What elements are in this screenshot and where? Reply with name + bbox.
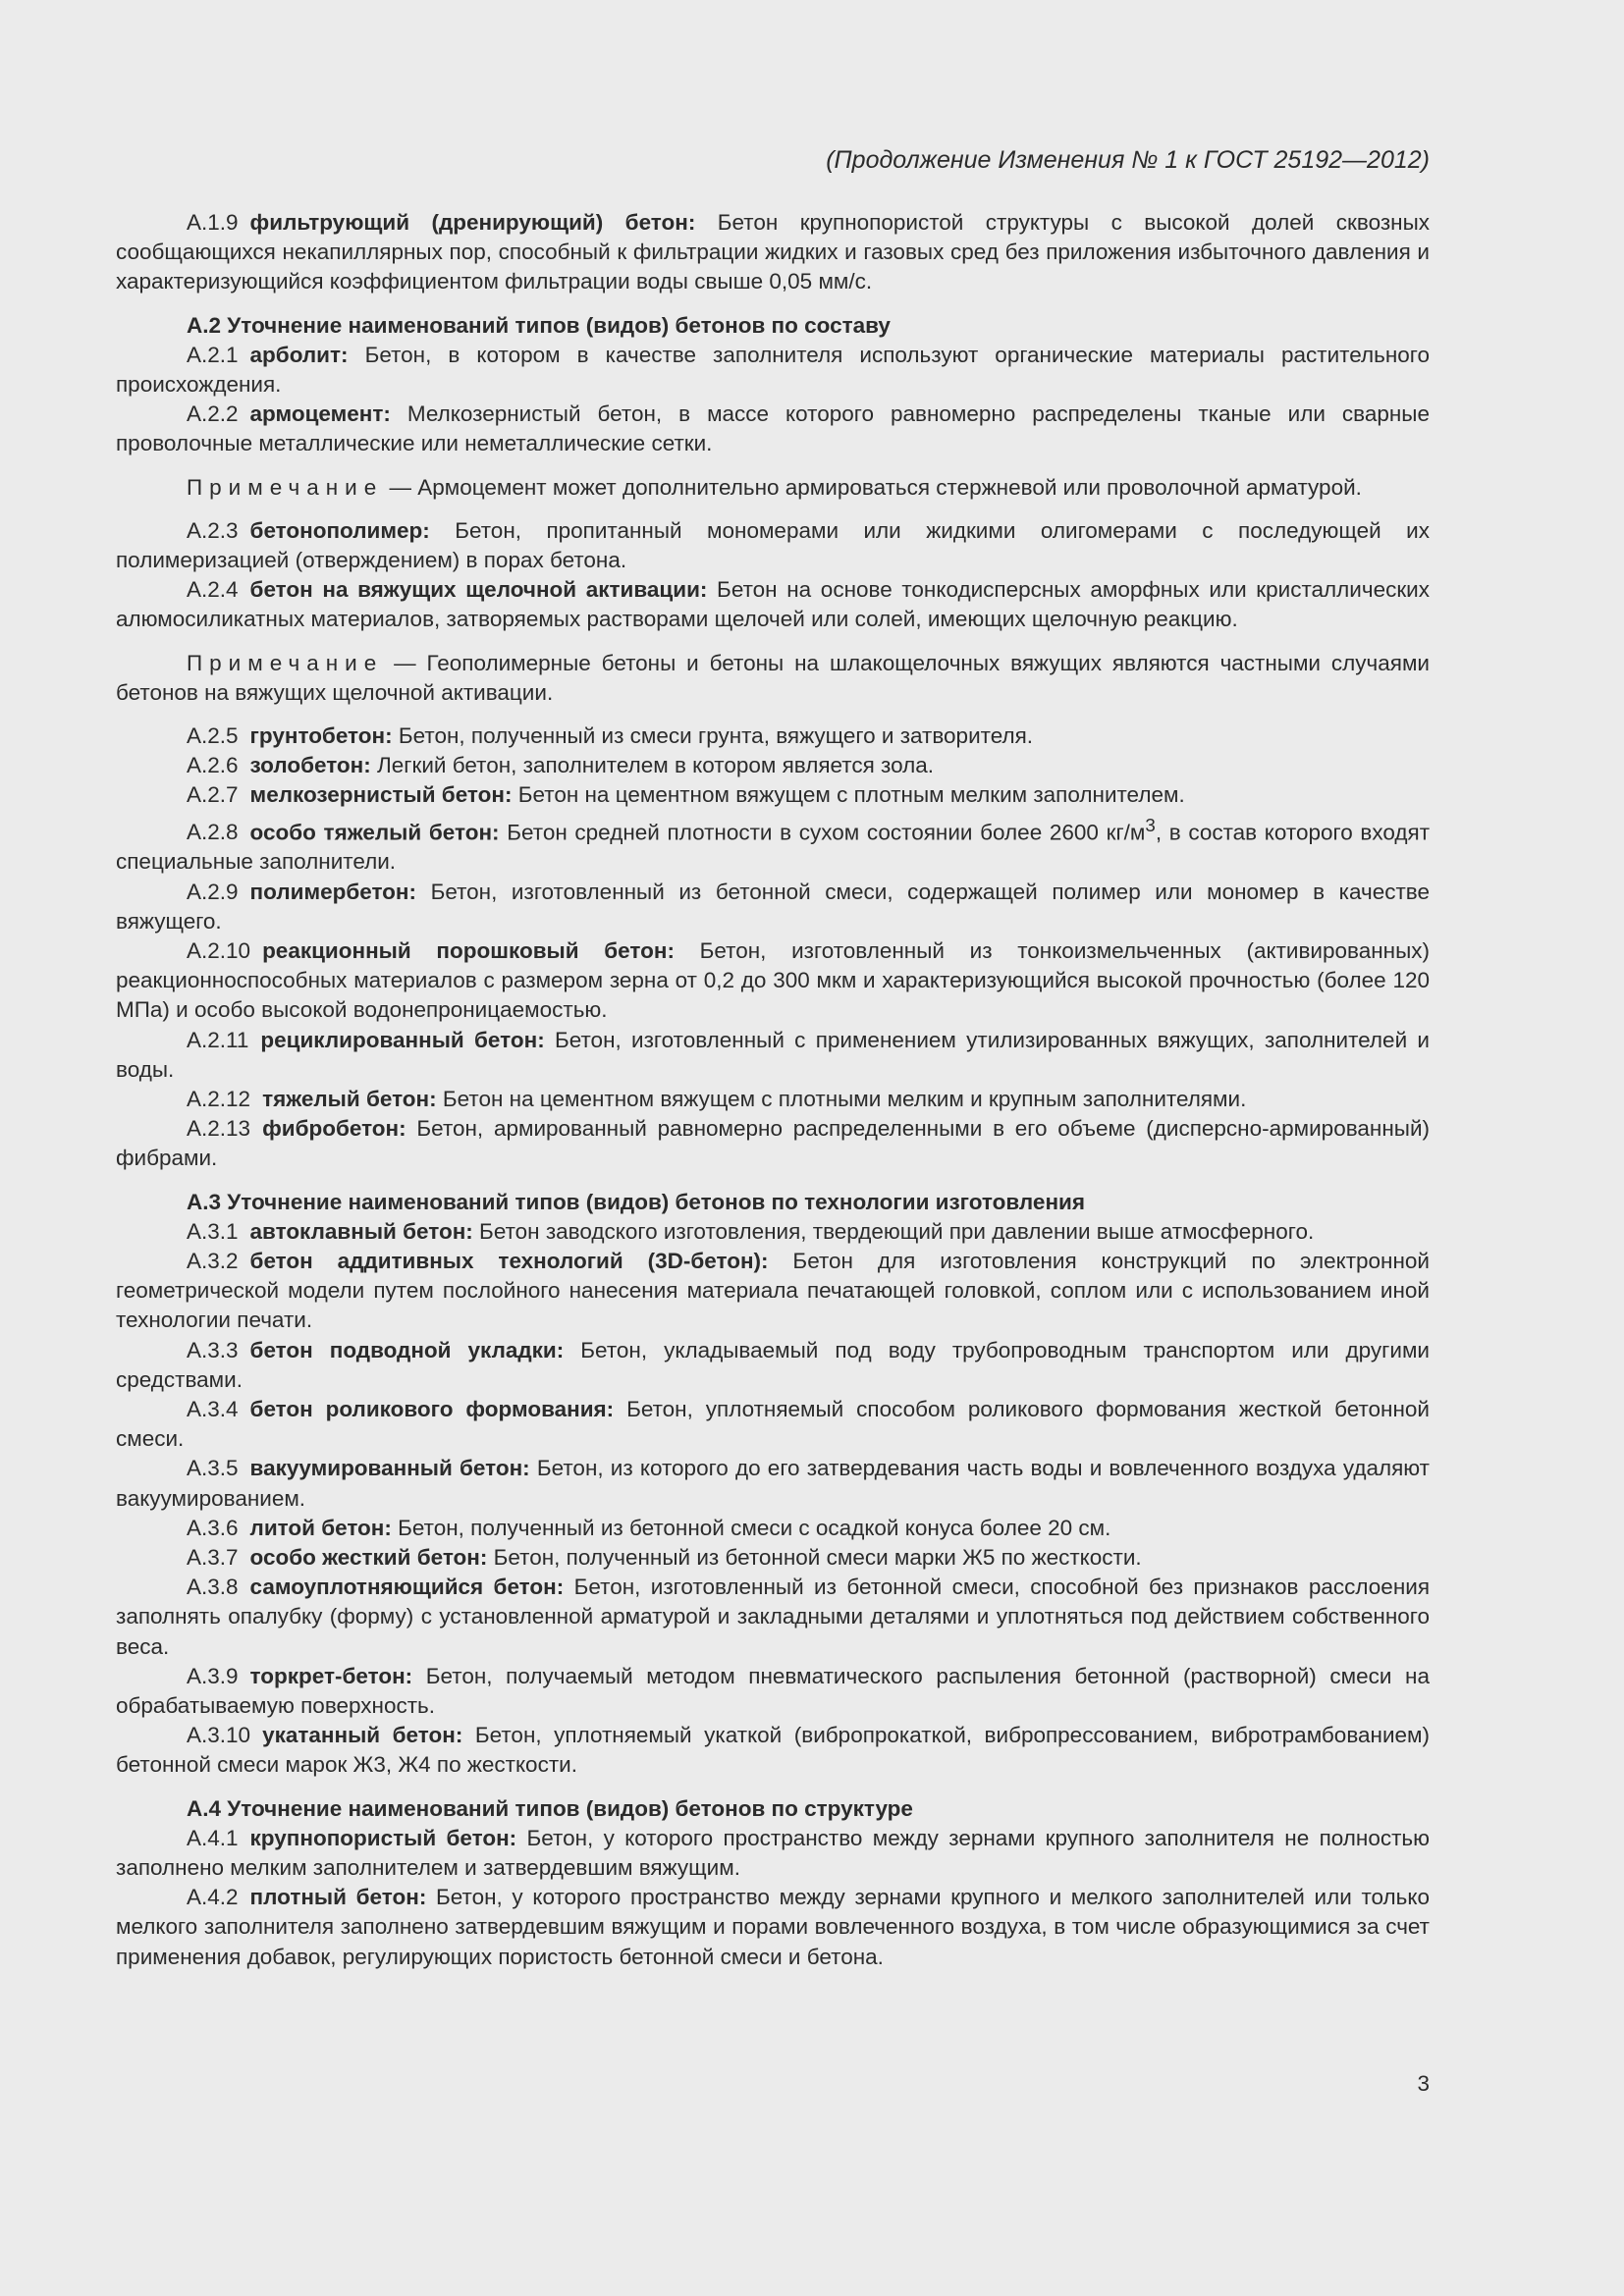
clause-a39: А.3.9 торкрет-бетон: Бетон, получаемый методом пневматического распыления бетонной (растворной) смеси на обрабатываемую поверхность. (116, 1663, 1430, 1719)
clause-a26: А.2.6 золобетон: Легкий бетон, заполнителем в котором является зола. (187, 753, 935, 778)
clause-a27: А.2.7 мелкозернистый бетон: Бетон на цементном вяжущем с плотным мелким заполнителем. (187, 782, 1185, 808)
page-number: 3 (1417, 2071, 1430, 2096)
clause-a211: А.2.11 рециклированный бетон: Бетон, изготовленный с применением утилизированных вяжущих, заполнителей и воды. (116, 1027, 1430, 1082)
clause-a19: А.1.9 фильтрующий (дренирующий) бетон: Бетон крупнопористой структуры с высокой долей сквозных сообщающихся некапиллярных пор, способный к фильтрации жидких и газовых сред без приложения избыточного давления и характеризующийся коэффициентом фильтрации воды свыше 0,05 мм/с. (116, 210, 1430, 294)
clause-a210: А.2.10 реакционный порошковый бетон: Бетон, изготовленный из тонкоизмельченных (активированных) реакционноспособных материалов с размером зерна от 0,2 до 300 мкм и характеризующийся высокой прочностью (более 120 МПа) и особо высокой водонепроницаемостью. (116, 937, 1430, 1023)
section-heading-a3: А.3 Уточнение наименований типов (видов) бетонов по технологии изготовления (187, 1189, 1085, 1214)
document-page (116, 145, 1430, 1972)
note-geopolymer: Примечание — Геополимерные бетоны и бетоны на шлакощелочных вяжущих являются частными случаями бетонов на вяжущих щелочной активации. (116, 650, 1430, 705)
clause-a25: А.2.5 грунтобетон: Бетон, полученный из смеси грунта, вяжущего и затворителя. (187, 723, 1034, 749)
clause-a32: А.3.2 бетон аддитивных технологий (3D-бетон): Бетон для изготовления конструкций по электронной геометрической модели путем послойного нанесения материала печатающей головкой, соплом или с использованием иной технологии печати. (116, 1249, 1430, 1333)
clause-a33: А.3.3 бетон подводной укладки: Бетон, укладываемый под воду трубопроводным транспортом или другими средствами. (116, 1337, 1430, 1392)
clause-a36: А.3.6 литой бетон: Бетон, полученный из бетонной смеси с осадкой конуса более 20 см. (187, 1515, 1111, 1540)
clause-a24: А.2.4 бетон на вяжущих щелочной активации: Бетон на основе тонкодисперсных аморфных или кристаллических алюмосиликатных материалов, затворяемых растворами щелочей или солей, имеющих щелочную реакцию. (116, 577, 1430, 632)
clause-a41: А.4.1 крупнопористый бетон: Бетон, у которого пространство между зернами крупного заполнителя не полностью заполнено мелким заполнителем и затвердевшим вяжущим. (116, 1825, 1430, 1881)
clause-a21: А.2.1 арболит: Бетон, в котором в качестве заполнителя используют органические материалы растительного происхождения. (116, 342, 1430, 398)
clause-a22: А.2.2 армоцемент: Мелкозернистый бетон, в массе которого равномерно распределены тканые или сварные проволочные металлические или неметаллические сетки. (116, 401, 1430, 456)
note-armocement: Примечание — Армоцемент может дополнительно армироваться стержневой или проволочной арматурой. (187, 474, 1362, 500)
clause-a23: А.2.3 бетонополимер: Бетон, пропитанный мономерами или жидкими олигомерами с последующей их полимеризацией (отверждением) в порах бетона. (116, 517, 1430, 573)
clause-a37: А.3.7 особо жесткий бетон: Бетон, полученный из бетонной смеси марки Ж5 по жесткости. (187, 1545, 1142, 1571)
clause-a31: А.3.1 автоклавный бетон: Бетон заводского изготовления, твердеющий при давлении выше атмосферного. (187, 1218, 1315, 1244)
running-header: (Продолжение Изменения № 1 к ГОСТ 25192—2012) (826, 146, 1430, 174)
clause-a35: А.3.5 вакуумированный бетон: Бетон, из которого до его затвердевания часть воды и вовлеченного воздуха удаляют вакуумированием. (116, 1456, 1430, 1511)
clause-a34: А.3.4 бетон роликового формования: Бетон, уплотняемый способом роликового формования жесткой бетонной смеси. (116, 1397, 1430, 1452)
clause-a212: А.2.12 тяжелый бетон: Бетон на цементном вяжущем с плотными мелким и крупным заполнителями. (187, 1086, 1247, 1111)
clause-a42: А.4.2 плотный бетон: Бетон, у которого пространство между зернами крупного и мелкого заполнителей или только мелкого заполнителя заполнено затвердевшим вяжущим и порами вовлеченного воздуха, в том числе образующимися за счет применения добавок, регулирующих пористость бетонной смеси и бетона. (116, 1885, 1431, 1969)
clause-a29: А.2.9 полимербетон: Бетон, изготовленный из бетонной смеси, содержащей полимер или мономер в качестве вяжущего. (116, 879, 1430, 934)
clause-a28: А.2.8 особо тяжелый бетон: Бетон средней плотности в сухом состоянии более 2600 $кг/м^3$, в состав которого входят специальные заполнители. (116, 814, 1430, 875)
clause-a213: А.2.13 фибробетон: Бетон, армированный равномерно распределенными в его объеме (дисперсно-армированный) фибрами. (116, 1116, 1430, 1171)
clause-a38: А.3.8 самоуплотняющийся бетон: Бетон, изготовленный из бетонной смеси, способной без признаков расслоения заполнять опалубку (форму) с установленной арматурой и закладными деталями и уплотняться под действием собственного веса. (116, 1575, 1430, 1659)
clause-a310: А.3.10 укатанный бетон: Бетон, уплотняемый укаткой (вибропрокаткой, вибропрессованием, вибротрамбованием) бетонной смеси марок Ж3, Ж4 по жесткости. (116, 1723, 1430, 1778)
section-heading-a2: А.2 Уточнение наименований типов (видов) бетонов по составу (187, 312, 891, 338)
section-heading-a4: А.4 Уточнение наименований типов (видов) бетонов по структуре (187, 1795, 913, 1821)
